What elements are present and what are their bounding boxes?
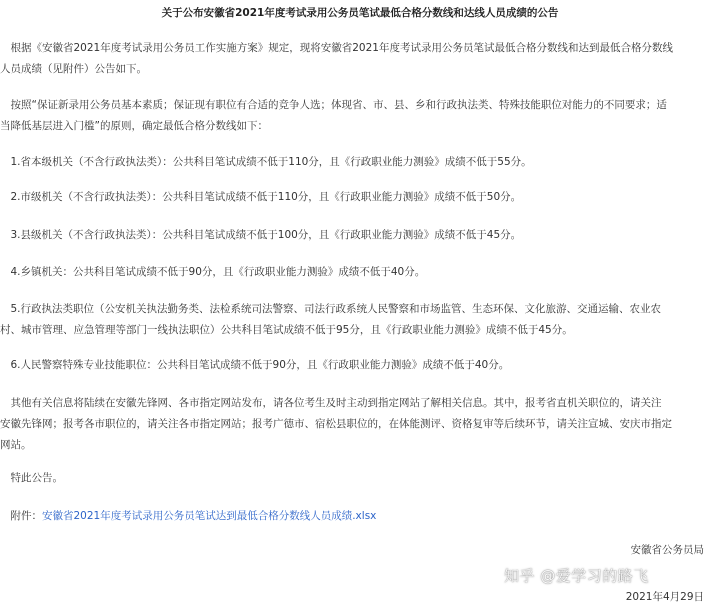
- paragraph-line: 6.人民警察特殊专业技能职位：公共科目笔试成绩不低于90分，且《行政职业能力测验》成绩不低于40分。: [0, 359, 510, 371]
- paragraph-line: 3.县级机关（不含行政执法类）：公共科目笔试成绩不低于100分，且《行政职业能力测验》成绩不低于45分。: [0, 229, 522, 241]
- paragraph-line: 特此公告。: [0, 472, 63, 484]
- item-provincial: [0, 152, 720, 173]
- issue-date: 2021年4月29日: [625, 591, 704, 603]
- paragraph-line: 按照“保证新录用公务员基本素质；保证现有职位有合适的竞争人选；体现省、市、县、乡和行政执法类、特殊技能职位对能力的不同要求；适: [0, 99, 667, 111]
- item-county: [0, 225, 720, 246]
- paragraph-basis: [0, 38, 720, 80]
- paragraph-line: 安徽先锋网；报考各市职位的，请关注各市指定网站；报考广德市、宿松县职位的，在体能测评、资格复审等后续环节，请关注宣城、安庆市指定: [0, 418, 672, 430]
- paragraph-line: 人员成绩（见附件）公告如下。: [0, 63, 147, 75]
- paragraph-line: 根据《安徽省2021年度考试录用公务员工作实施方案》规定，现将安徽省2021年度考试录用公务员笔试最低合格分数线和达到最低合格分数线: [0, 42, 673, 54]
- item-law-enforcement: [0, 299, 720, 341]
- paragraph-closing: [0, 468, 720, 489]
- item-township: [0, 262, 720, 283]
- issuer-signature: 安徽省公务员局: [630, 544, 704, 556]
- watermark: 知乎 @爱学习的路飞: [504, 567, 649, 585]
- paragraph-other-info: [0, 393, 720, 456]
- attachment-link[interactable]: 安徽省2021年度考试录用公务员笔试达到最低合格分数线人员成绩.xlsx: [42, 510, 377, 522]
- attachment-row: [0, 506, 720, 527]
- item-city: [0, 187, 720, 208]
- paragraph-line: 当降低基层进入门槛”的原则，确定最低合格分数线如下：: [0, 120, 268, 132]
- paragraph-line: 网站。: [0, 439, 32, 451]
- paragraph-line: 其他有关信息将陆续在安徽先锋网、各市指定网站发布，请各位考生及时主动到指定网站了解相关信息。其中，报考省直机关职位的，请关注: [0, 397, 662, 409]
- paragraph-line: 4.乡镇机关：公共科目笔试成绩不低于90分，且《行政职业能力测验》成绩不低于40分。: [0, 266, 426, 278]
- paragraph-line: 村、城市管理、应急管理等部门一线执法职位）公共科目笔试成绩不低于95分，且《行政职业能力测验》成绩不低于45分。: [0, 324, 573, 336]
- announcement-title: 关于公布安徽省2021年度考试录用公务员笔试最低合格分数线和达线人员成绩的公告: [161, 7, 559, 19]
- paragraph-principles: [0, 95, 720, 137]
- paragraph-line: 1.省本级机关（不含行政执法类）：公共科目笔试成绩不低于110分，且《行政职业能力测验》成绩不低于55分。: [0, 156, 532, 168]
- attachment-label: 附件：: [0, 510, 42, 522]
- paragraph-line: 2.市级机关（不含行政执法类）：公共科目笔试成绩不低于110分，且《行政职业能力测验》成绩不低于50分。: [0, 191, 522, 203]
- item-police-special: [0, 355, 720, 376]
- paragraph-line: 5.行政执法类职位（公安机关执法勤务类、法检系统司法警察、司法行政系统人民警察和市场监管、生态环保、文化旅游、交通运输、农业农: [0, 303, 662, 315]
